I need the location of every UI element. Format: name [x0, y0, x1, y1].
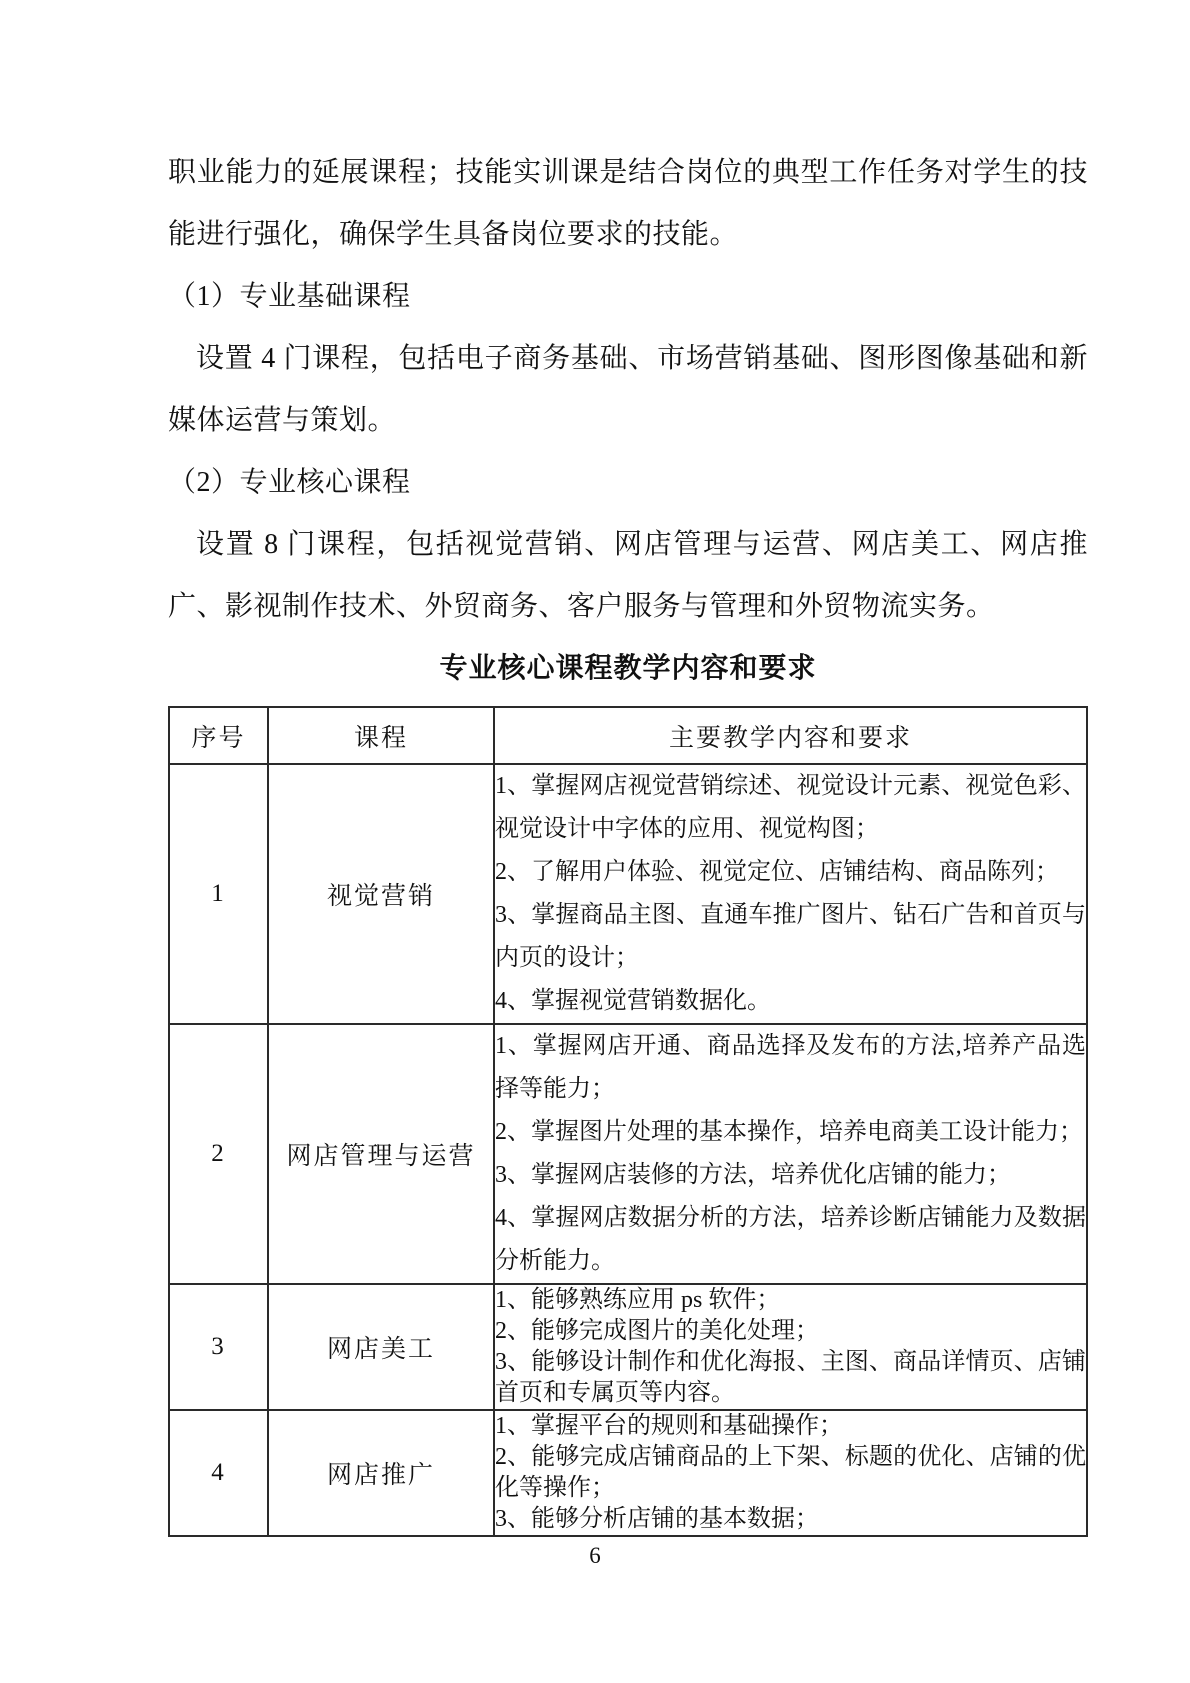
course-name-cell: 网店美工: [268, 1284, 494, 1410]
core-course-table: [168, 706, 1088, 1537]
page-content: [168, 142, 1088, 1569]
content-item: 3、掌握商品主图、直通车推广图片、钻石广告和首页与内页的设计；: [495, 902, 1086, 971]
content-item: 2、能够完成店铺商品的上下架、标题的优化、店铺的优化等操作；: [495, 1444, 1086, 1501]
content-item: 4、掌握视觉营销数据化。: [495, 988, 771, 1014]
content-item: 3、掌握网店装修的方法，培养优化店铺的能力；: [495, 1162, 1011, 1188]
body-paragraph: 设置 8 门课程，包括视觉营销、网店管理与运营、网店美工、网店推广、影视制作技术、外贸商务、客户服务与管理和外贸物流实务。: [168, 529, 1088, 622]
content-cell: [494, 764, 1087, 1024]
table-row: [169, 764, 1087, 1024]
content-cell: [494, 1410, 1087, 1536]
table-title: 专业核心课程教学内容和要求: [439, 653, 817, 684]
page-number: 6: [589, 1543, 601, 1568]
table-row: [169, 1024, 1087, 1284]
body-paragraph: 设置 4 门课程，包括电子商务基础、市场营销基础、图形图像基础和新媒体运营与策划。: [168, 343, 1088, 436]
header-课程: 课程: [268, 707, 494, 764]
course-name-cell: 网店管理与运营: [268, 1024, 494, 1284]
content-item: 3、能够设计制作和优化海报、主图、商品详情页、店铺首页和专属页等内容。: [495, 1349, 1086, 1406]
body-paragraph: 职业能力的延展课程；技能实训课是结合岗位的典型工作任务对学生的技能进行强化，确保学生具备岗位要求的技能。: [168, 157, 1088, 250]
content-item: 1、能够熟练应用 ps 软件；: [495, 1287, 781, 1313]
table-header-row: [169, 707, 1087, 764]
header-主要教学内容和要求: 主要教学内容和要求: [494, 707, 1087, 764]
table-row: [169, 1284, 1087, 1410]
row-number-cell: 3: [169, 1284, 268, 1410]
content-item: 1、掌握网店开通、商品选择及发布的方法,培养产品选择等能力；: [495, 1033, 1086, 1102]
header-序号: 序号: [169, 707, 268, 764]
content-item: 4、掌握网店数据分析的方法，培养诊断店铺能力及数据分析能力。: [495, 1205, 1086, 1274]
course-name-cell: 网店推广: [268, 1410, 494, 1536]
table-row: [169, 1410, 1087, 1536]
subheading-core-courses: （2）专业核心课程: [168, 467, 411, 498]
content-cell: [494, 1284, 1087, 1410]
content-item: 2、掌握图片处理的基本操作，培养电商美工设计能力；: [495, 1119, 1083, 1145]
content-item: 2、能够完成图片的美化处理；: [495, 1318, 819, 1344]
row-number-cell: 2: [169, 1024, 268, 1284]
content-item: 3、能够分析店铺的基本数据；: [495, 1506, 819, 1532]
content-item: 2、了解用户体验、视觉定位、店铺结构、商品陈列；: [495, 859, 1059, 885]
row-number-cell: 4: [169, 1410, 268, 1536]
content-cell: [494, 1024, 1087, 1284]
row-number-cell: 1: [169, 764, 268, 1024]
subheading-basic-courses: （1）专业基础课程: [168, 281, 411, 312]
content-item: 1、掌握网店视觉营销综述、视觉设计元素、视觉色彩、视觉设计中字体的应用、视觉构图；: [495, 773, 1086, 842]
course-name-cell: 视觉营销: [268, 764, 494, 1024]
content-item: 1、掌握平台的规则和基础操作；: [495, 1413, 843, 1439]
